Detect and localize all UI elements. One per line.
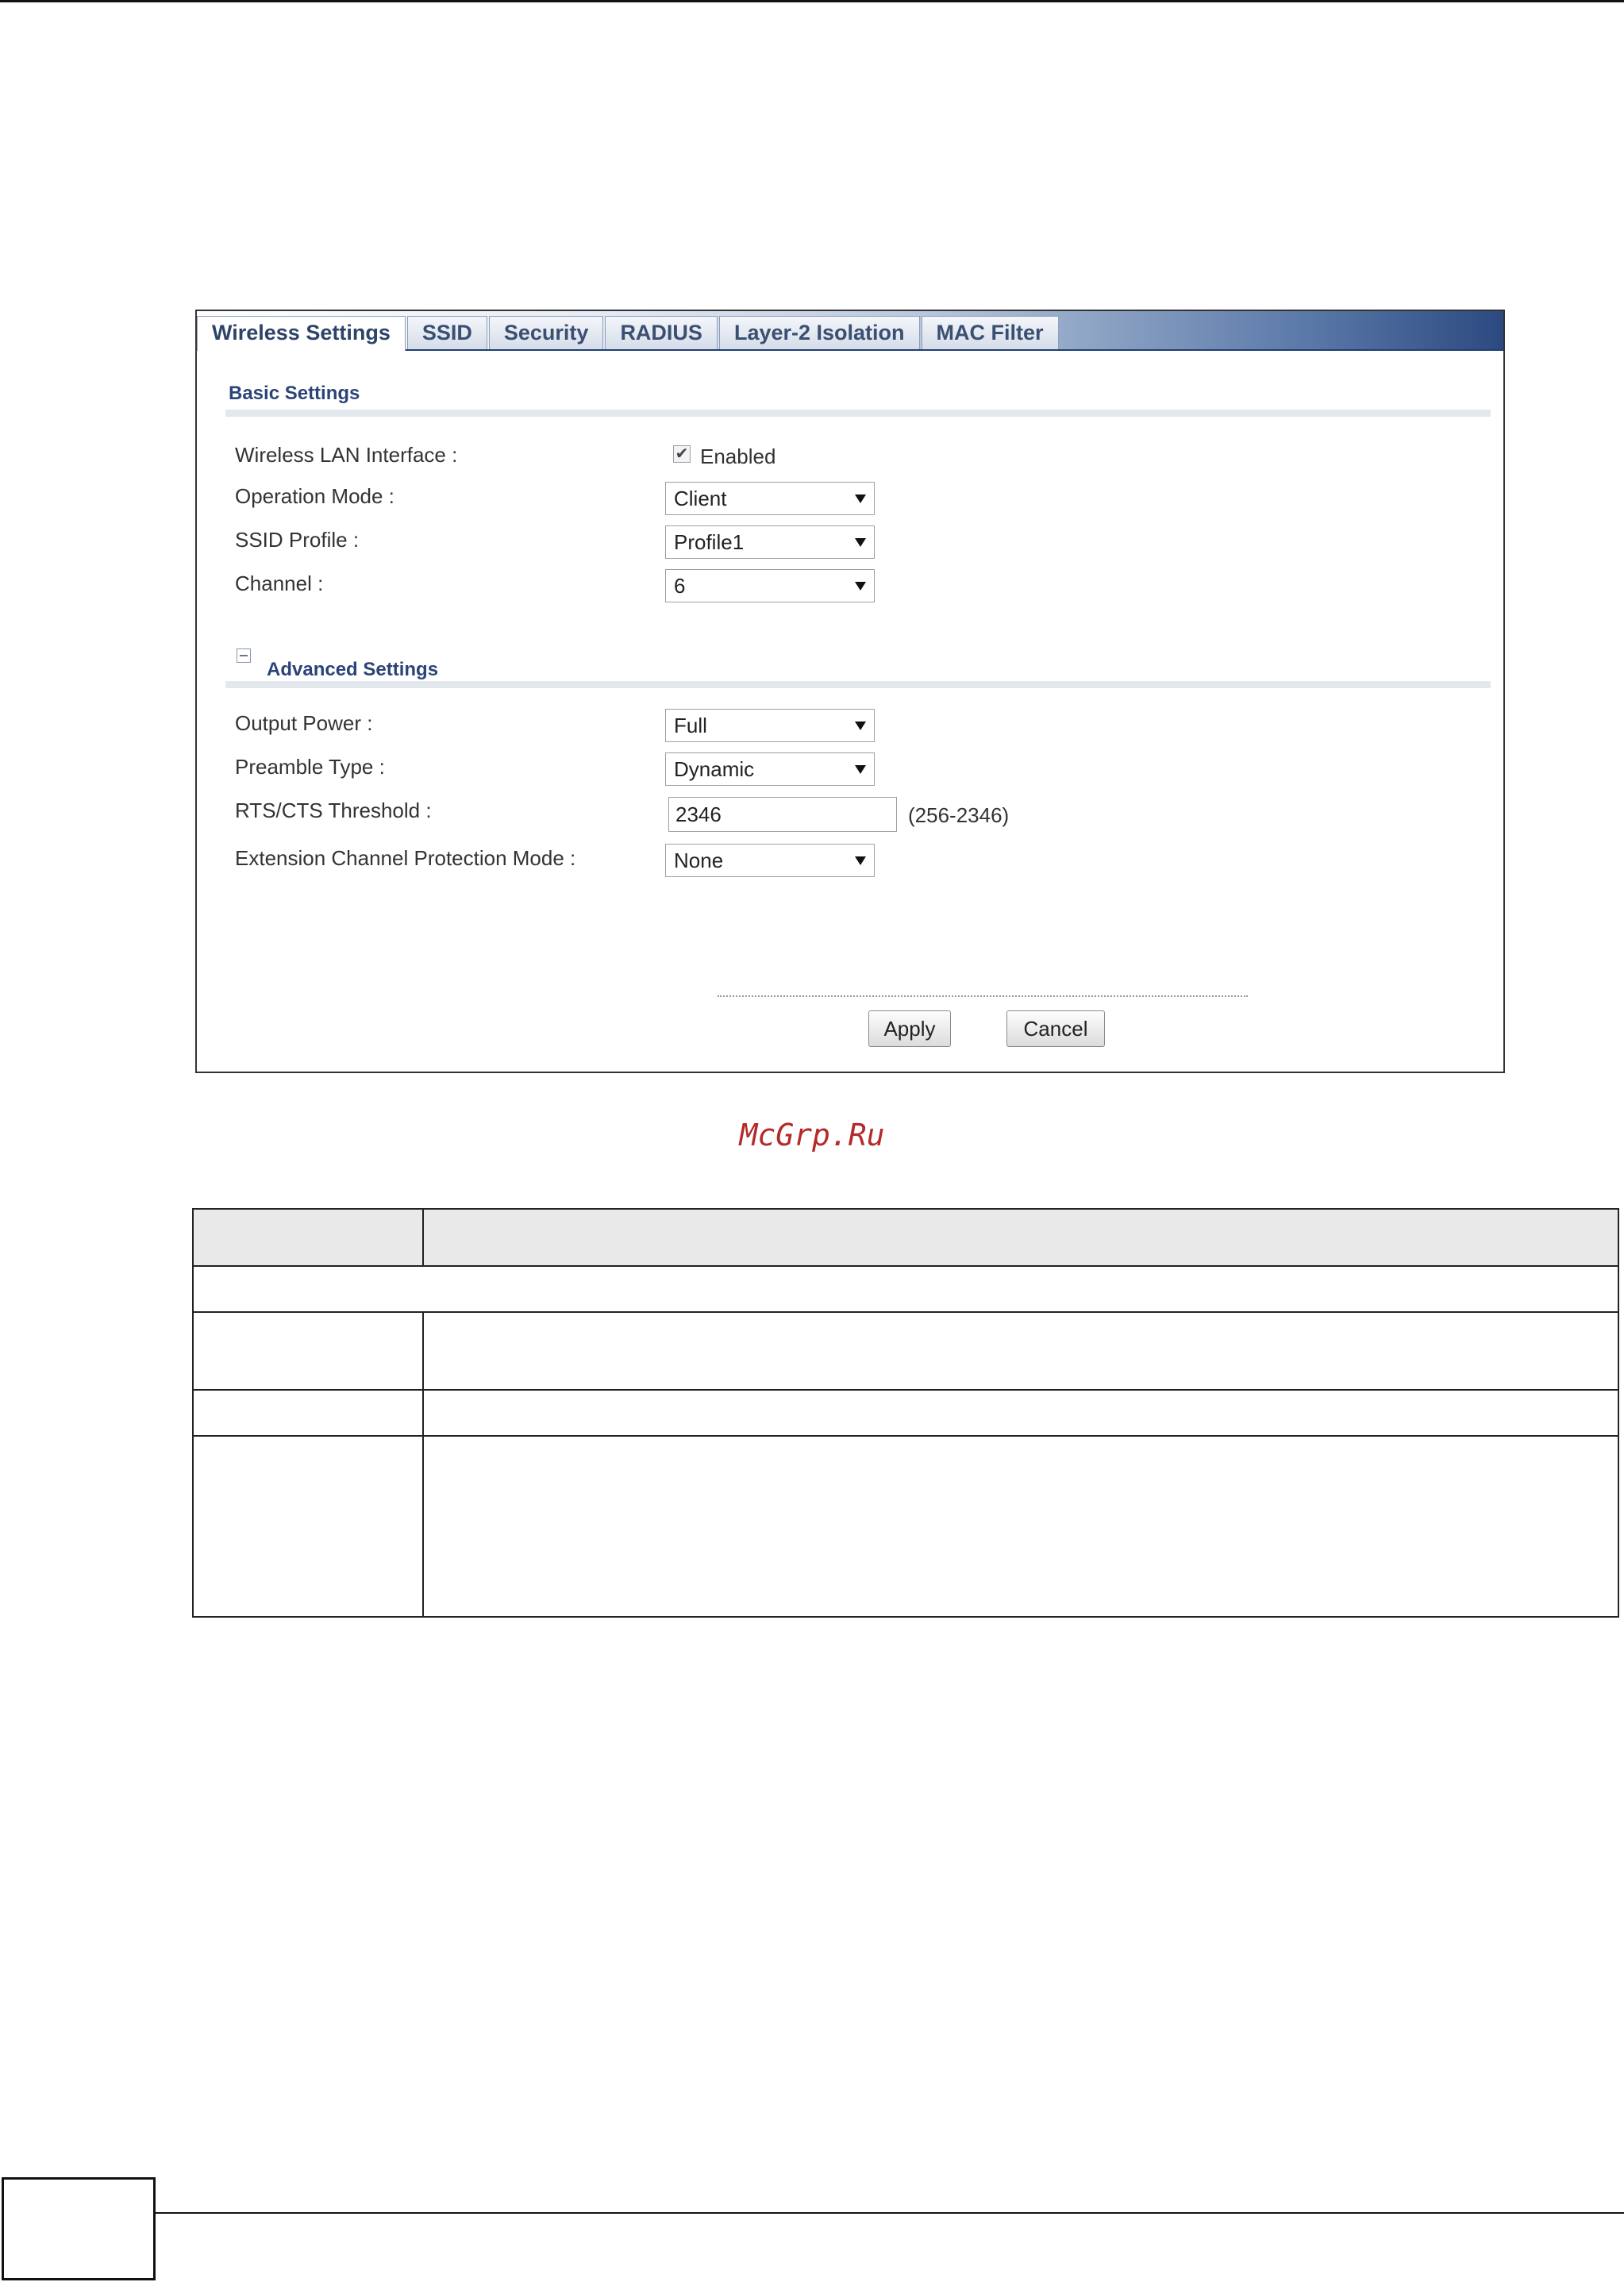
- collapse-icon[interactable]: [237, 648, 251, 663]
- dropdown-arrow-icon: [855, 582, 866, 591]
- extension-channel-protection-value: None: [674, 849, 724, 872]
- dropdown-arrow-icon: [855, 538, 866, 547]
- ssid-profile-select[interactable]: [665, 525, 875, 559]
- operation-mode-label: Operation Mode :: [235, 484, 394, 508]
- wlan-enabled-label: Enabled: [700, 444, 776, 468]
- table-cell: [423, 1390, 1618, 1436]
- wlan-enabled-checkbox[interactable]: ✔: [673, 445, 691, 463]
- output-power-label: Output Power :: [235, 711, 373, 735]
- ssid-profile-value: Profile1: [674, 530, 745, 554]
- output-power-select[interactable]: [665, 709, 875, 742]
- tab-ssid[interactable]: SSID: [407, 316, 487, 349]
- apply-button[interactable]: Apply: [868, 1010, 951, 1047]
- footer-rule: [156, 2212, 1624, 2214]
- table-header-cell: [193, 1209, 423, 1266]
- table-row: [193, 1266, 1618, 1312]
- preamble-type-label: Preamble Type :: [235, 755, 385, 779]
- extension-channel-protection-select[interactable]: [665, 844, 875, 877]
- rts-cts-threshold-input[interactable]: 2346: [668, 797, 897, 832]
- tab-radius[interactable]: RADIUS: [605, 316, 718, 349]
- wlan-interface-label: Wireless LAN Interface :: [235, 443, 458, 467]
- table-cell: [423, 1436, 1618, 1617]
- table-header-cell: [423, 1209, 1618, 1266]
- ssid-profile-label: SSID Profile :: [235, 528, 360, 552]
- rts-cts-range-hint: (256-2346): [908, 803, 1010, 827]
- tab-security[interactable]: Security: [489, 316, 604, 349]
- operation-mode-value: Client: [674, 487, 727, 510]
- preamble-type-select[interactable]: [665, 752, 875, 786]
- table-row: [193, 1436, 1618, 1617]
- cancel-button[interactable]: Cancel: [1006, 1010, 1105, 1047]
- table-cell: [423, 1312, 1618, 1390]
- dropdown-arrow-icon: [855, 765, 866, 774]
- dropdown-arrow-icon: [855, 494, 866, 503]
- channel-select[interactable]: [665, 569, 875, 602]
- table-cell: [193, 1266, 1618, 1312]
- tab-wireless-settings[interactable]: Wireless Settings: [197, 316, 406, 351]
- dropdown-arrow-icon: [855, 722, 866, 730]
- table-cell: [193, 1436, 423, 1617]
- field-description-table: [192, 1208, 1619, 1618]
- table-row: [193, 1390, 1618, 1436]
- wireless-settings-panel: [195, 310, 1505, 1073]
- tab-bar: [197, 311, 1503, 351]
- extension-channel-protection-label: Extension Channel Protection Mode :: [235, 846, 576, 870]
- table-cell: [193, 1390, 423, 1436]
- page-number-box: [2, 2177, 156, 2280]
- channel-label: Channel :: [235, 571, 324, 595]
- watermark: McGrp.Ru: [739, 1118, 885, 1153]
- rts-cts-threshold-label: RTS/CTS Threshold :: [235, 799, 432, 822]
- advanced-settings-title: Advanced Settings: [267, 659, 439, 680]
- table-row: [193, 1312, 1618, 1390]
- page-top-rule: [0, 0, 1624, 2]
- output-power-value: Full: [674, 714, 707, 737]
- channel-value: 6: [674, 574, 686, 598]
- tab-mac-filter[interactable]: MAC Filter: [922, 316, 1059, 349]
- basic-settings-title: Basic Settings: [229, 383, 360, 404]
- button-divider: [718, 995, 1248, 997]
- table-cell: [193, 1312, 423, 1390]
- dropdown-arrow-icon: [855, 856, 866, 865]
- basic-settings-rule: [225, 410, 1491, 417]
- table-header-row: [193, 1209, 1618, 1266]
- preamble-type-value: Dynamic: [674, 757, 755, 781]
- operation-mode-select[interactable]: [665, 482, 875, 515]
- tab-layer2-isolation[interactable]: Layer-2 Isolation: [719, 316, 920, 349]
- tab-list: [197, 316, 1060, 351]
- advanced-settings-rule: [225, 681, 1491, 688]
